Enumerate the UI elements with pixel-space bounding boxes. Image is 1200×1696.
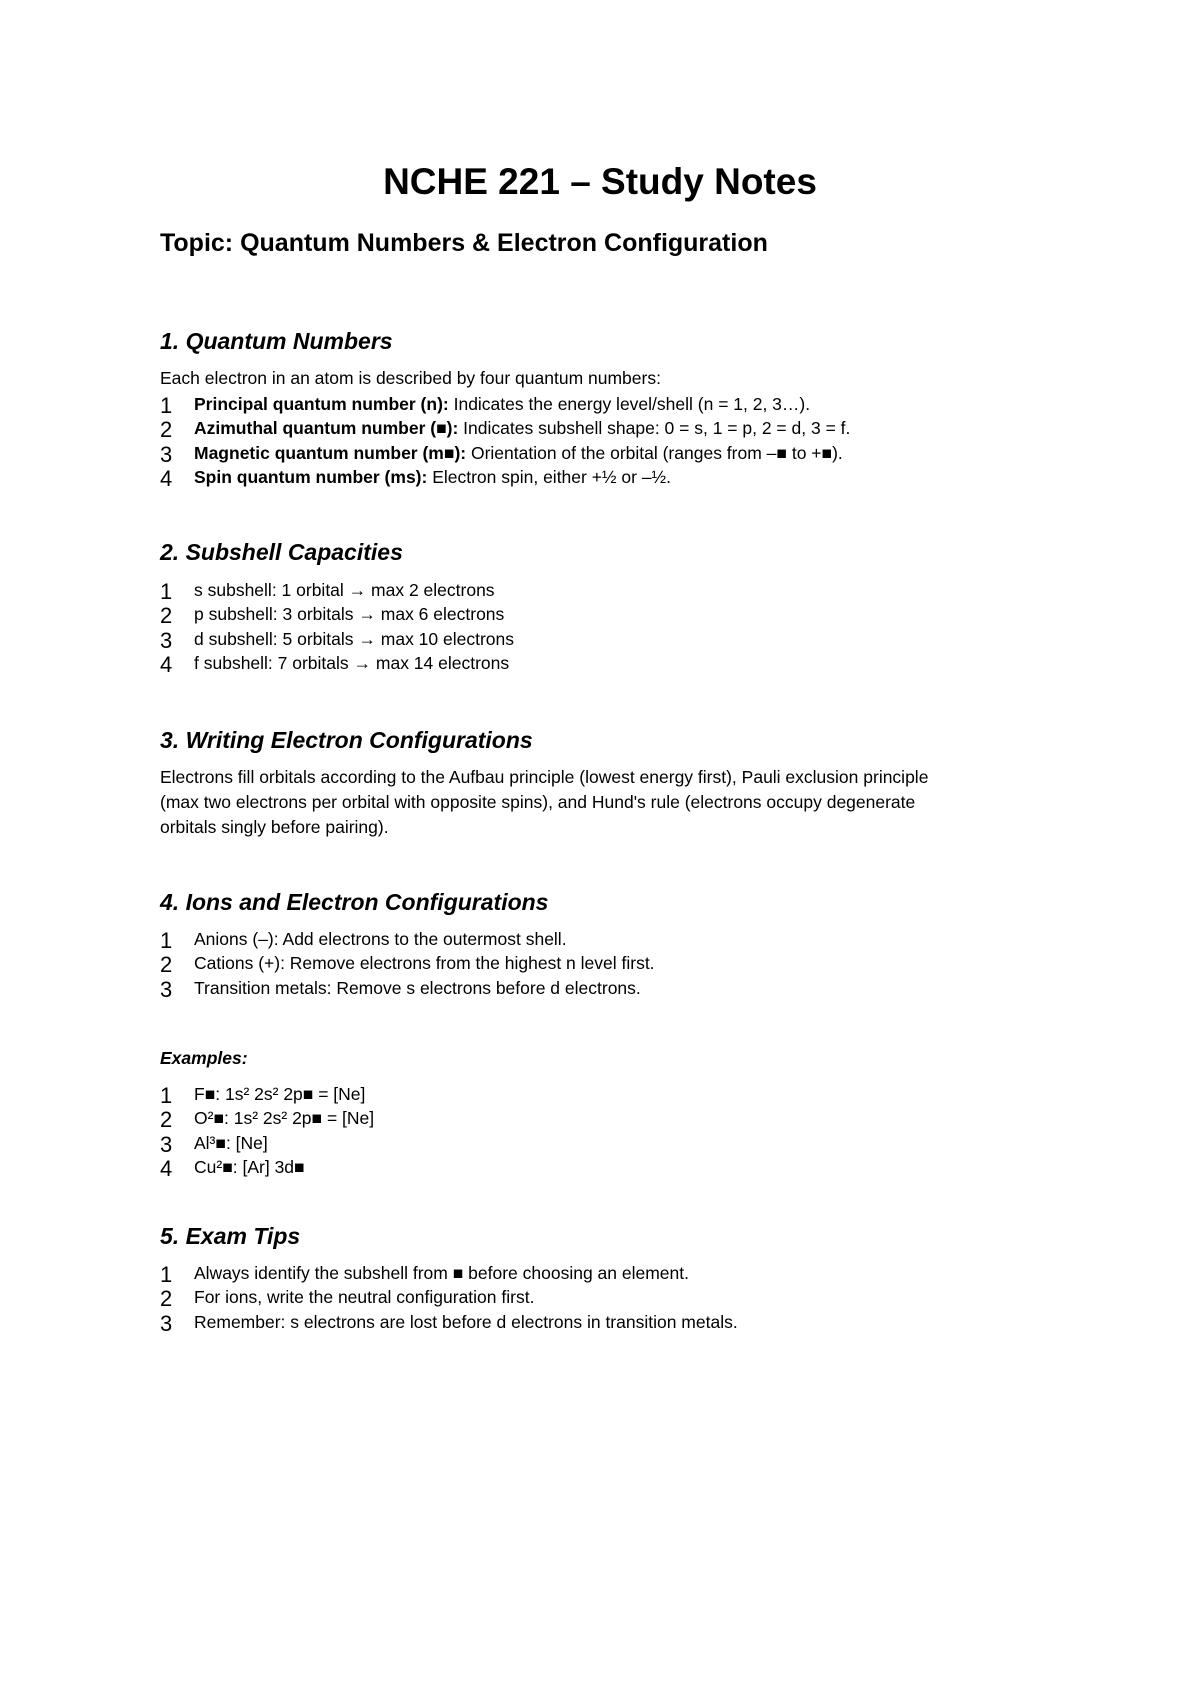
section-intro: Each electron in an atom is described by four quantum numbers: (160, 368, 661, 388)
examples-label: Examples: (160, 1048, 248, 1068)
list-number: 3 (160, 441, 173, 467)
paragraph-line: Electrons fill orbitals according to the Aufbau principle (lowest energy first), Pauli exclusion principle (160, 767, 929, 787)
page-title: NCHE 221 – Study Notes (383, 161, 817, 202)
topic-heading: Topic: Quantum Numbers & Electron Configuration (160, 229, 768, 257)
list-number: 4 (160, 1156, 173, 1182)
list-number: 3 (160, 976, 173, 1002)
section-heading-subshell-capacities: 2. Subshell Capacities (160, 539, 403, 565)
term: Spin quantum number (ms): (194, 467, 428, 488)
section-heading-writing-configurations: 3. Writing Electron Configurations (160, 727, 533, 753)
list-text: p subshell: 3 orbitals → max 6 electrons (194, 604, 505, 625)
section-heading-ions: 4. Ions and Electron Configurations (160, 889, 549, 915)
paragraph-line: (max two electrons per orbital with opposite spins), and Hund's rule (electrons occupy degenerate (160, 792, 916, 812)
term: Magnetic quantum number (m■): (194, 442, 467, 463)
section-heading-exam-tips: 5. Exam Tips (160, 1223, 301, 1249)
list-text: For ions, write the neutral configuration first. (194, 1287, 535, 1308)
list-number: 4 (160, 652, 173, 678)
description: Orientation of the orbital (ranges from –■ to +■). (466, 442, 843, 463)
list-number: 3 (160, 627, 173, 653)
list-number: 2 (160, 417, 173, 443)
list-number: 2 (160, 1286, 173, 1312)
list-text: Cations (+): Remove electrons from the highest n level first. (194, 953, 655, 974)
list-number: 1 (160, 928, 173, 953)
list-text: s subshell: 1 orbital → max 2 electrons (194, 580, 495, 600)
list-number: 1 (160, 1083, 173, 1108)
list-number: 1 (160, 1262, 173, 1287)
list-text: F■: 1s² 2s² 2p■ = [Ne] (194, 1084, 366, 1104)
paragraph-line: orbitals singly before pairing). (160, 817, 389, 837)
list-text: Remember: s electrons are lost before d electrons in transition metals. (194, 1311, 738, 1332)
list-text: d subshell: 5 orbitals → max 10 electrons (194, 628, 515, 649)
list-number: 2 (160, 952, 173, 978)
list-number: 3 (160, 1310, 173, 1336)
section-heading-quantum-numbers: 1. Quantum Numbers (160, 328, 393, 354)
term: Azimuthal quantum number (■): (194, 418, 459, 439)
list-text: Always identify the subshell from ■ before choosing an element. (194, 1263, 689, 1283)
list-number: 2 (160, 1107, 173, 1133)
description: Electron spin, either +½ or –½. (427, 467, 672, 488)
list-text: f subshell: 7 orbitals → max 14 electrons (194, 653, 510, 674)
list-text: Cu²■: [Ar] 3d■ (194, 1157, 305, 1178)
list-number: 2 (160, 603, 173, 629)
list-number: 3 (160, 1131, 173, 1157)
description: Indicates subshell shape: 0 = s, 1 = p, 2 = d, 3 = f. (458, 418, 851, 439)
list-number: 1 (160, 393, 173, 418)
list-text: Al³■: [Ne] (194, 1132, 268, 1153)
list-text: Transition metals: Remove s electrons before d electrons. (194, 977, 641, 998)
list-text: Anions (–): Add electrons to the outermost shell. (194, 929, 567, 949)
list-number: 1 (160, 579, 173, 604)
description: Indicates the energy level/shell (n = 1, 2, 3…). (448, 394, 811, 414)
list-number: 4 (160, 466, 173, 492)
section-paragraph (160, 765, 1060, 840)
list-text: O²■: 1s² 2s² 2p■ = [Ne] (194, 1108, 375, 1129)
term: Principal quantum number (n): (194, 394, 449, 414)
